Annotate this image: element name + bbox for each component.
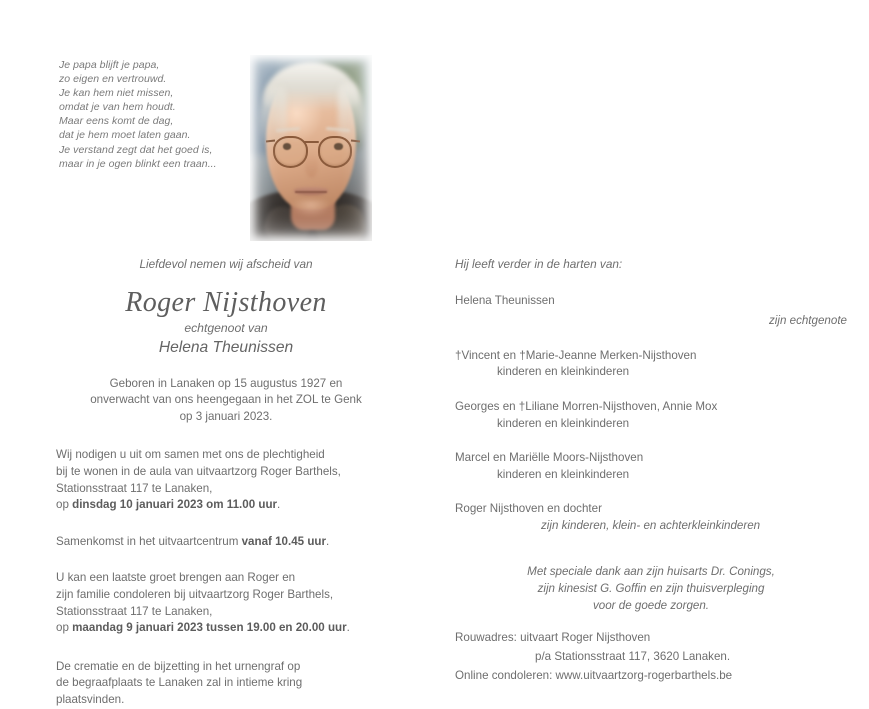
thanks-line-3: voor de goede zorgen.	[592, 599, 710, 613]
invitation-line-2: bij te wonen in de aula van uitvaartzorg Roger Barthels,	[56, 464, 341, 478]
invitation-paragraph	[56, 447, 396, 513]
right-column	[455, 256, 847, 682]
invitation-line-1: Wij nodigen u uit om samen met ons de plechtigheid	[56, 448, 325, 462]
photo-nose	[305, 152, 318, 178]
spouse-lead: echtgenoot van	[184, 320, 268, 335]
birth-death-line-1: Geboren in Lanaken op 15 augustus 1927 en	[109, 376, 343, 390]
family-group	[455, 450, 847, 483]
glasses-temple-right-icon	[351, 139, 360, 142]
birth-death-paragraph	[56, 376, 396, 426]
thanks-paragraph	[455, 563, 847, 615]
family-name: Roger Nijsthoven en dochter	[455, 502, 602, 516]
condolence-line-2: zijn familie condoleren bij uitvaartzorg Roger Barthels,	[56, 587, 334, 601]
poem-line-7: Je verstand zegt dat het goed is,	[59, 143, 213, 156]
invitation-line-4	[56, 497, 396, 514]
online-condolence-line: Online condoleren: www.uitvaartzorg-rogerbarthels.be	[455, 669, 733, 682]
left-column	[56, 256, 396, 709]
family-group	[455, 501, 847, 534]
farewell-lead: Liefdevol nemen wij afscheid van	[139, 257, 313, 271]
condolence-datetime: maandag 9 januari 2023 tussen 19.00 en 20.00 uur	[72, 621, 347, 635]
condolence-line-4	[56, 620, 396, 637]
mourning-address-line-2: p/a Stationsstraat 117, 3620 Lanaken.	[535, 650, 731, 663]
family-subline: kinderen en kleinkinderen	[497, 416, 630, 430]
mourning-address-line-1: Rouwadres: uitvaart Roger Nijsthoven	[455, 631, 651, 644]
family-name: Marcel en Mariëlle Moors-Nijsthoven	[455, 451, 644, 465]
gathering-prefix: Samenkomst in het uitvaartcentrum	[56, 534, 242, 548]
poem-line-8: maar in je ogen blinkt een traan...	[59, 157, 217, 170]
thanks-line-1: Met speciale dank aan zijn huisarts Dr. Conings,	[527, 564, 775, 578]
family-name: Georges en †Liliane Morren-Nijsthoven, Annie Mox	[455, 399, 718, 413]
poem-line-3: Je kan hem niet missen,	[59, 87, 174, 100]
mourning-address-block	[455, 628, 847, 685]
family-subline: kinderen en kleinkinderen	[497, 467, 630, 481]
spouse-name: Helena Theunissen	[158, 338, 294, 356]
family-name: Helena Theunissen	[455, 293, 555, 307]
condolence-line-1: U kan een laatste groet brengen aan Roger en	[56, 571, 296, 585]
deceased-name: Roger Nijsthoven	[125, 286, 327, 318]
poem-line-2: zo eigen en vertrouwd.	[59, 73, 167, 86]
portrait-photo-canvas	[250, 55, 372, 241]
birth-death-line-2: onverwacht van ons heengegaan in het ZOL te Genk	[90, 393, 362, 407]
poem-line-6: dat je hem moet laten gaan.	[59, 129, 191, 142]
invitation-prefix: op	[56, 498, 73, 512]
photo-mouth-line	[295, 191, 327, 192]
family-group	[455, 399, 847, 432]
poem-block	[59, 58, 259, 171]
family-group	[455, 293, 847, 330]
survivors-lead: Hij leeft verder in de harten van:	[455, 257, 623, 271]
family-subline: kinderen en kleinkinderen	[497, 365, 630, 379]
invitation-suffix: .	[277, 498, 281, 512]
family-group	[455, 348, 847, 381]
thanks-line-2: zijn kinesist G. Goffin en zijn thuisverpleging	[537, 581, 765, 595]
portrait-photo	[250, 55, 372, 241]
poem-line-5: Maar eens komt de dag,	[59, 115, 174, 128]
cremation-paragraph	[56, 659, 396, 709]
condolence-prefix: op	[56, 621, 73, 635]
condolence-line-3: Stationsstraat 117 te Lanaken,	[56, 604, 213, 618]
gathering-paragraph	[56, 534, 396, 551]
condolence-suffix: .	[346, 621, 350, 635]
glasses-lens-right-icon	[318, 136, 353, 168]
cremation-line-2: de begraafplaats te Lanaken zal in intieme kring	[56, 676, 303, 690]
family-role: zijn kinderen, klein- en achterkleinkinderen	[541, 518, 761, 532]
poem-line-1: Je papa blijft je papa,	[59, 59, 160, 71]
glasses-temple-left-icon	[266, 139, 275, 142]
poem-line-4: omdat je van hem houdt.	[59, 101, 176, 114]
family-name: †Vincent en †Marie-Jeanne Merken-Nijsthoven	[455, 348, 697, 362]
gathering-suffix: .	[326, 534, 330, 548]
birth-death-line-3: op 3 januari 2023.	[179, 409, 273, 423]
gathering-time: vanaf 10.45 uur	[241, 534, 327, 548]
cremation-line-1: De crematie en de bijzetting in het urnengraf op	[56, 659, 301, 673]
invitation-datetime: dinsdag 10 januari 2023 om 11.00 uur	[72, 498, 278, 512]
family-role: zijn echtgenote	[769, 314, 847, 328]
gathering-line	[56, 534, 396, 551]
invitation-line-3: Stationsstraat 117 te Lanaken,	[56, 481, 213, 495]
cremation-line-3: plaatsvinden.	[56, 692, 125, 706]
photo-chin	[291, 200, 330, 217]
condolence-paragraph	[56, 570, 396, 636]
